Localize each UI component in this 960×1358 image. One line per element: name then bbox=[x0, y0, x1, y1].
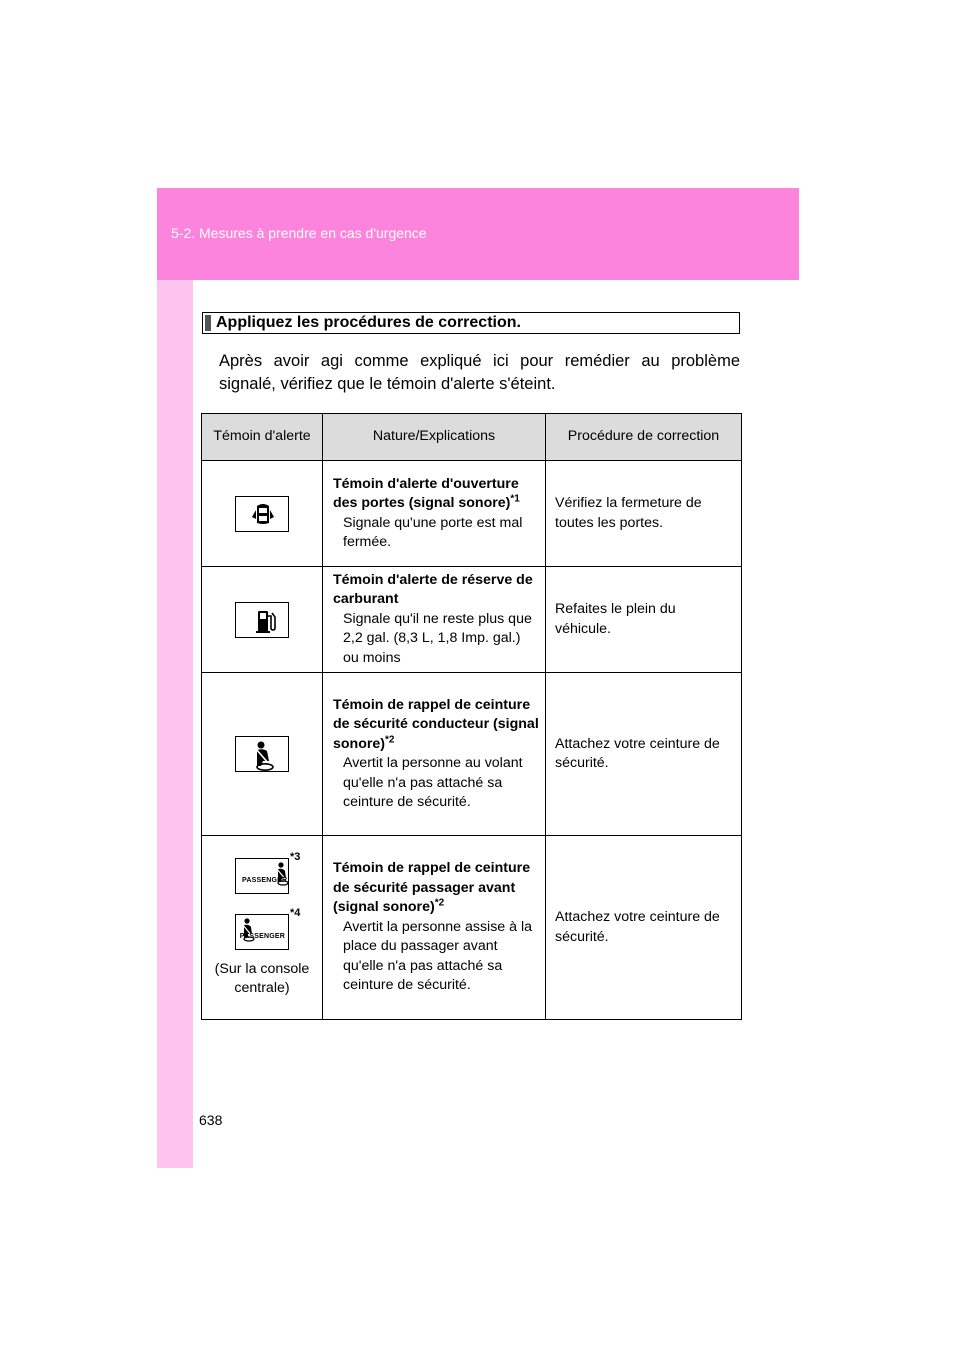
header-warning-light: Témoin d'alerte bbox=[202, 414, 323, 461]
passenger-icon-group bbox=[206, 850, 318, 998]
passenger-label: PASSENGER bbox=[242, 877, 288, 884]
table-header-row bbox=[202, 414, 742, 461]
footnote-mark: *1 bbox=[510, 493, 520, 505]
row-title: Témoin de rappel de ceinture de sécurité passager avant (signal sonore) bbox=[333, 860, 531, 916]
warning-light-table bbox=[201, 413, 742, 1020]
header-procedure: Procédure de correction bbox=[546, 414, 742, 461]
breadcrumb: 5-2. Mesures à prendre en cas d'urgence bbox=[171, 225, 427, 241]
side-tab-band bbox=[157, 280, 193, 1168]
row-procedure: Refaites le plein du véhicule. bbox=[546, 567, 742, 673]
row-procedure: Attachez votre ceinture de sécurité. bbox=[546, 673, 742, 836]
row-icon-cell bbox=[202, 836, 323, 1020]
row-nature-cell bbox=[323, 836, 546, 1020]
row-title: Témoin d'alerte d'ouverture des portes (signal sonore) bbox=[333, 475, 519, 511]
passenger-seatbelt-icon bbox=[235, 858, 289, 894]
header-band bbox=[157, 188, 799, 280]
row-description: Avertit la personne assise à la place du passager avant qu'elle n'a pas attaché sa ceinture de sécurité. bbox=[343, 918, 533, 994]
row-nature-cell bbox=[323, 461, 546, 567]
header-nature: Nature/Explications bbox=[323, 414, 546, 461]
row-procedure: Vérifiez la fermeture de toutes les portes. bbox=[546, 461, 742, 567]
table-row bbox=[202, 836, 742, 1020]
page-number: 638 bbox=[199, 1112, 223, 1128]
table-row bbox=[202, 673, 742, 836]
intro-line-1: Après avoir agi comme expliqué ici pour remédier au problème bbox=[219, 352, 740, 370]
fuel-pump-icon bbox=[235, 602, 289, 638]
row-procedure: Attachez votre ceinture de sécurité. bbox=[546, 836, 742, 1020]
seatbelt-reminder-icon bbox=[235, 736, 289, 772]
console-note: (Sur la console centrale) bbox=[214, 960, 310, 996]
footnote-mark: *3 bbox=[290, 850, 301, 863]
door-open-warning-icon bbox=[235, 496, 289, 532]
passenger-seatbelt-icon bbox=[235, 914, 289, 950]
table-row bbox=[202, 461, 742, 567]
table-row bbox=[202, 567, 742, 673]
intro-line-2: signalé, vérifiez que le témoin d'alerte s'éteint. bbox=[219, 375, 556, 393]
row-icon-cell bbox=[202, 673, 323, 836]
row-title: Témoin d'alerte de réserve de carburant bbox=[333, 571, 533, 608]
passenger-label: PASSENGER bbox=[239, 933, 285, 940]
intro-paragraph bbox=[219, 350, 740, 396]
row-nature-cell bbox=[323, 567, 546, 673]
section-heading: Appliquez les procédures de correction. bbox=[202, 312, 740, 334]
row-description: Avertit la personne au volant qu'elle n'a pas attaché sa ceinture de sécurité. bbox=[343, 755, 523, 810]
row-nature-cell bbox=[323, 673, 546, 836]
footnote-mark: *2 bbox=[385, 733, 395, 745]
footnote-mark: *2 bbox=[434, 897, 445, 909]
row-icon-cell bbox=[202, 461, 323, 567]
row-icon-cell bbox=[202, 567, 323, 673]
row-description: Signale qu'il ne reste plus que 2,2 gal. (8,3 L, 1,8 Imp. gal.) ou moins bbox=[343, 610, 532, 666]
footnote-mark: *4 bbox=[290, 906, 301, 919]
row-title: Témoin de rappel de ceinture de sécurité conducteur (signal sonore) bbox=[333, 696, 539, 752]
row-description: Signale qu'une porte est mal fermée. bbox=[343, 514, 523, 550]
